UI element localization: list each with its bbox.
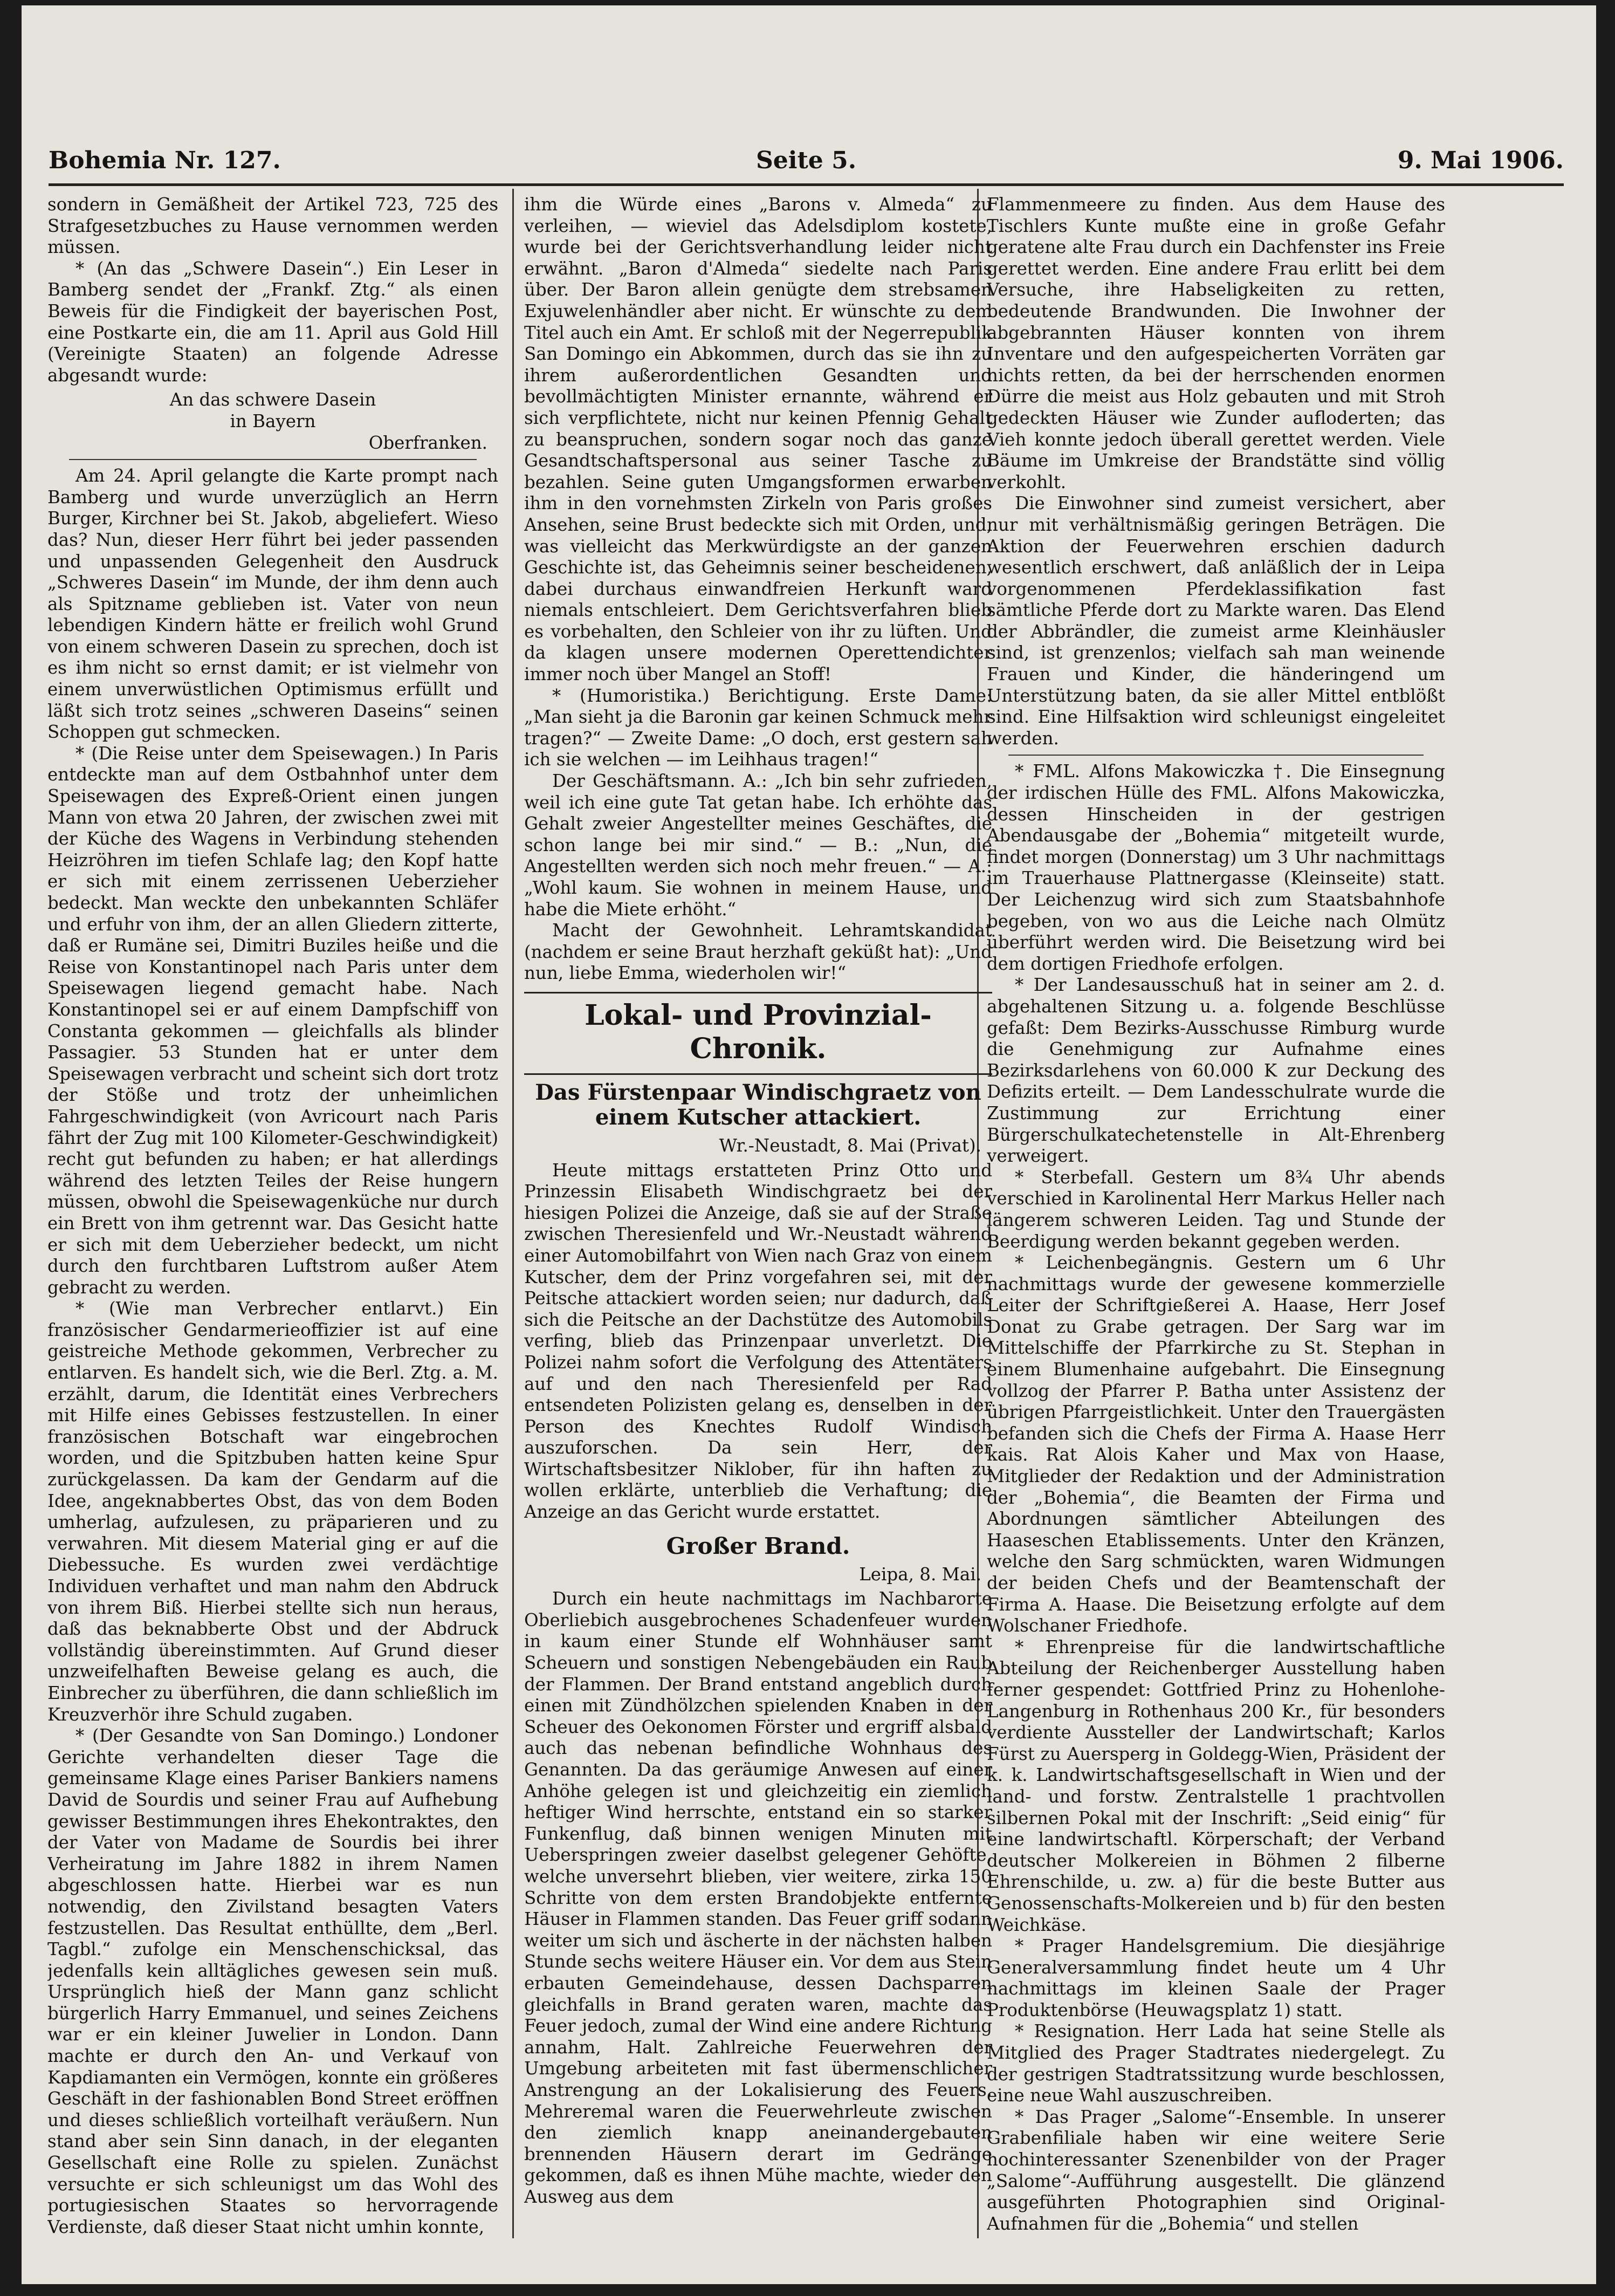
- page-header: [49, 147, 1564, 179]
- article-schweres-dasein: * (An das „Schwere Dasein“.) Ein Leser in Bamberg sendet der „Frankf. Ztg.“ als einen Beweis für die Findigkeit der bayerischen Post, eine Postkarte ein, die am 11. April aus Gold Hill (Vereinigte Staaten) an folgende Adresse abgesandt wurde:: [47, 258, 498, 386]
- dateline: Wr.-Neustadt, 8. Mai (Privat).: [719, 1135, 981, 1156]
- header-rule: [49, 183, 1564, 186]
- article-sterbefall: * Sterbefall. Gestern um 8¾ Uhr abends verschied in Karolinental Herr Markus Heller nach längerem schweren Leiden. Tag und Stunde der Beerdigung werden bekannt gegeben werden.: [987, 1167, 1445, 1252]
- dateline: Leipa, 8. Mai.: [859, 1564, 981, 1585]
- article-leichenbegaengnis: * Leichenbegängnis. Gestern um 6 Uhr nachmittags wurde der gewesene kommerzielle Leiter der Schriftgießerei A. Haase, Herr Josef Donat zu Grabe getragen. Der Sarg war im Mittelschiffe der Pfarrkirche zu St. Stephan in einem Blumenhaine aufgebahrt. Die Einsegnung vollzog der Pfarrer P. Batha unter Assistenz der übrigen Pfarrgeistlichkeit. Unter den Trauergästen befanden sich die Chefs der Firma A. Haase Herr kais. Rat Alois Kaher und Max von Haase, Mitglieder der Redaktion und der Administration der „Bohemia“, die Beamten der Firma und Abordnungen sämtlicher Abteilungen des Haaseschen Etablissements. Unter den Kränzen, welche den Sarg schmückten, waren Widmungen der beiden Chefs und der Beamtenschaft der Firma A. Haase. Die Beisetzung erfolgte auf dem Wolschaner Friedhofe.: [987, 1252, 1445, 1636]
- section-rule: [524, 1073, 992, 1075]
- article-windischgraetz: Heute mittags erstatteten Prinz Otto und Prinzessin Elisabeth Windischgraetz bei der hiesigen Polizei die Anzeige, daß sie auf der Straße zwischen Theresienfeld und Wr.-Neustadt während einer Automobilfahrt von Wien nach Graz von einem Kutscher, dem der Prinz vorgefahren sei, mit der Peitsche attackiert worden seien; nur dadurch, daß sich die Peitsche an der Dachstütze des Automobils verfing, blieb das Prinzenpaar unverletzt. Die Polizei nahm sofort die Verfolgung des Attentäters auf und den nach Theresienfeld per Rad entsendeten Polizisten gelang es, denselben in der Person des Knechtes Rudolf Windisch auszuforschen. Da sein Herr, der Wirtschaftsbesitzer Niklober, für ihn haften zu wollen erklärte, unterblieb die Verhaftung; die Anzeige an das Gericht wurde erstattet.: [524, 1160, 992, 1523]
- paragraph: Der Geschäftsmann. A.: „Ich bin sehr zufrieden, weil ich eine gute Tat getan habe. Ich erhöhte das Gehalt zweier Angestellter meines Geschäftes, die schon lange bei mir sind.“ — B.: „Nun, die Angestellten werden sich noch mehr freuen.“ — A.: „Wohl kaum. Sie wohnen in meinem Hause, und habe die Miete erhöht.“: [524, 771, 992, 920]
- paragraph: Die Einwohner sind zumeist versichert, aber nur mit verhältnismäßig geringen Beträgen. Die Aktion der Feuerwehren erschien dadurch wesentlich erschwert, daß anläßlich der in Leipa vorgenommenen Pferdeklassifikation fast sämtliche Pferde dort zu Markte waren. Das Elend der Abbrändler, die zumeist arme Kleinhäusler sind, ist grenzenlos; vielfach sah man weinende Frauen und Kinder, die händeringend um Unterstützung baten, da sie aller Mittel entblößt sind. Eine Hilfsaktion wird schleunigst eingeleitet werden.: [987, 493, 1445, 749]
- separator: [69, 459, 477, 460]
- article-makowiczka: * FML. Alfons Makowiczka †. Die Einsegnung der irdischen Hülle des FML. Alfons Makowiczka, dessen Hinscheiden in der gestrigen Abendausgabe der „Bohemia“ mitgeteilt wurde, findet morgen (Donnerstag) um 3 Uhr nachmittags im Trauerhause Plattnergasse (Kleinseite) statt. Der Leichenzug wird sich zum Staatsbahnhofe begeben, von wo aus die Leiche nach Olmütz überführt werden wird. Die Beisetzung wird bei dem dortigen Friedhofe erfolgen.: [987, 761, 1445, 974]
- paragraph: ihm die Würde eines „Barons v. Almeda“ zu verleihen, — wieviel das Adelsdiplom kostete, wurde bei der Gerichtsverhandlung leider nicht erwähnt. „Baron d'Almeda“ siedelte nach Paris über. Der Baron allein genügte dem strebsamen Exjuwelenhändler aber nicht. Er wünschte zu dem Titel auch ein Amt. Er schloß mit der Negerrepublik San Domingo ein Abkommen, durch das sie ihn zu ihrem außerordentlichen Gesandten und bevollmächtigten Minister ernannte, während er sich verpflichtete, nicht nur keinen Pfennig Gehalt zu beanspruchen, sondern sogar noch das ganze Gesandtschaftspersonal aus seiner Tasche zu bezahlen. Seine guten Umgangsformen erwarben ihm in den vornehmsten Zirkeln von Paris großes Ansehen, seine Brust bedeckte sich mit Orden, und, was vielleicht das Merkwürdigste an der ganzen Geschichte ist, das Geheimnis seiner bescheidenen, dabei durchaus einwandfreien Herkunft ward niemals entschleiert. Dem Gerichtsverfahren blieb es vorbehalten, den Schleier von ihr zu lüften. Und da klagen unsere modernen Operettendichter immer noch über Mangel an Stoff!: [524, 194, 992, 685]
- article-humoristika: * (Humoristika.) Berichtigung. Erste Dame: „Man sieht ja die Baronin gar keinen Schmuck mehr tragen?“ — Zweite Dame: „O doch, erst gestern sah ich sie welchen — im Leihhaus tragen!“: [524, 685, 992, 770]
- address-line: An das schwere Dasein: [169, 389, 376, 410]
- postcard-address: [47, 389, 498, 454]
- address-line: Oberfranken.: [368, 432, 487, 453]
- article-salome-ensemble: * Das Prager „Salome“-Ensemble. In unserer Grabenfiliale haben wir eine weitere Serie hochinteressanter Szenenbilder von der Prager „Salome“-Aufführung ausgestellt. Die glänzend ausgeführten Photographien sind Original-Aufnahmen für die „Bohemia“ und stellen: [987, 2106, 1445, 2234]
- headline: Das Fürstenpaar Windischgraetz von einem Kutscher attackiert.: [535, 1079, 981, 1130]
- paragraph: Am 24. April gelangte die Karte prompt nach Bamberg und wurde unverzüglich an Herrn Burger, Kirchner bei St. Jakob, abgeliefert. Wieso das? Nun, dieser Herr führt bei jeder passenden und unpassenden Gelegenheit den Ausdruck „Schweres Dasein“ im Munde, der ihm denn auch als Spitzname geblieben ist. Vater von neun lebendigen Kindern hätte er freilich wohl Grund von einem schweren Dasein zu sprechen, doch ist es ihm nicht so ernst damit; er ist vielmehr von einem unverwüstlichen Optimismus erfüllt und läßt sich trotz seines „schweren Daseins“ seinen Schoppen gut schmecken.: [47, 465, 498, 743]
- article-ehrenpreise: * Ehrenpreise für die landwirtschaftliche Abteilung der Reichenberger Ausstellung haben ferner gespendet: Gottfried Prinz zu Hohenlohe-Langenburg in Rothenhaus 200 Kr., für besonders verdiente Aussteller der Landwirtschaft; Karlos Fürst zu Auersperg in Goldegg-Wien, Präsident der k. k. Landwirtschaftsgesellschaft in Wien und der land- und forstw. Zentralstelle 1 prachtvollen silbernen Pokal mit der Inschrift: „Seid einig“ für eine landwirtschaftl. Körperschaft; der Verband deutscher Molkereien in Böhmen 2 filberne Ehrenschilde, u. zw. a) für die beste Butter aus Genossenschafts-Molkereien und b) für den besten Weichkäse.: [987, 1636, 1445, 1935]
- article-resignation: * Resignation. Herr Lada hat seine Stelle als Mitglied des Prager Stadtrates niedergelegt. Zu der gestrigen Stadtratssitzung wurde beschlossen, eine neue Wahl auszuschreiben.: [987, 2021, 1445, 2106]
- separator: [1008, 755, 1424, 756]
- column-1: [47, 194, 498, 2265]
- section-rule: [524, 992, 992, 993]
- section-title: Lokal- und Provinzial-Chronik.: [585, 998, 932, 1065]
- paragraph: Flammenmeere zu finden. Aus dem Hause des Tischlers Kunte mußte eine in große Gefahr geratene alte Frau durch ein Dachfenster ins Freie gerettet werden. Eine andere Frau erlitt bei dem Versuche, ihre Habseligkeiten zu retten, bedeutende Brandwunden. Die Inwohner der abgebrannten Häuser konnten von ihrem Inventare und den aufgespeicherten Vorräten gar nichts retten, da bei der herrschenden enormen Dürre die meist aus Holz gebauten und mit Stroh gedeckten Häuser wie Zunder aufloderten; das Vieh konnte jedoch überall gerettet werden. Viele Bäume im Umkreise der Brandstätte sind völlig verkohlt.: [987, 194, 1445, 492]
- article-reise-speisewagen: * (Die Reise unter dem Speisewagen.) In Paris entdeckte man auf dem Ostbahnhof unter dem Speisewagen des Expreß-Orient einen jungen Mann von etwa 20 Jahren, der zwischen zwei mit der Küche des Wagens in Verbindung stehenden Heizröhren im tiefen Schlafe lag; den Kopf hatte er sich mit einem zerrissenen Ueberzieher bedeckt. Man weckte den unbekannten Schläfer und erfuhr von ihm, der an allen Gliedern zitterte, daß er Rumäne sei, Dimitri Buziles heiße und die Reise von Konstantinopel nach Paris unter dem Speisewagen liegend gemacht habe. Nach Konstantinopel sei er auf einem Dampfschiff von Constanta gekommen — gleichfalls als blinder Passagier. 53 Stunden hat er unter dem Speisewagen verbracht und scheint sich dort trotz der Stöße und trotz der unheimlichen Fahrgeschwindigkeit (von Avricourt nach Paris fährt der Zug mit 100 Kilometer-Geschwindigkeit) recht gut befunden zu haben; er hat allerdings während des letzten Teiles der Reise hungern müssen, obwohl die Speisewagenküche nur durch ein Brett von ihm getrennt war. Das Gesicht hatte er sich mit dem Ueberzieher bedeckt, um nicht durch den furchtbaren Luftstrom außer Atem gebracht zu werden.: [47, 743, 498, 1298]
- column-divider: [512, 189, 514, 2238]
- paragraph: Macht der Gewohnheit. Lehramtskandidat (nachdem er seine Braut herzhaft geküßt hat): „Und nun, liebe Emma, wiederholen wir!“: [524, 920, 992, 984]
- masthead-issue: Bohemia Nr. 127.: [49, 147, 281, 174]
- paragraph: sondern in Gemäßheit der Artikel 723, 725 des Strafgesetzbuches zu Hause vernommen werden müssen.: [47, 194, 498, 258]
- page-number: Seite 5.: [755, 147, 857, 174]
- issue-date: 9. Mai 1906.: [1397, 147, 1564, 174]
- column-2: [524, 194, 992, 2265]
- article-grosser-brand: Durch ein heute nachmittags im Nachbarorte Oberliebich ausgebrochenes Schadenfeuer wurden in kaum einer Stunde elf Wohnhäuser samt Scheuern und sonstigen Nebengebäuden ein Raub der Flammen. Der Brand entstand angeblich durch einen mit Zündhölzchen spielenden Knaben in der Scheuer des Oekonomen Förster und ergriff alsbald auch das nebenan befindliche Wohnhaus des Genannten. Da das geräumige Anwesen auf einer Anhöhe gelegen ist und gleichzeitig ein ziemlich heftiger Wind herrschte, entstand ein so starker Funkenflug, daß binnen wenigen Minuten mit Ueberspringen zweier daselbst gelegener Gehöfte, welche unversehrt blieben, vier weitere, zirka 150 Schritte von dem ersten Brandobjekte entfernte Häuser in Flammen standen. Das Feuer griff sodann weiter um sich und äscherte in der nächsten halben Stunde sechs weitere Häuser ein. Vor dem aus Stein erbauten Gemeindehause, dessen Dachsparren gleichfalls in Brand geraten waren, machte das Feuer jedoch, zumal der Wind eine andere Richtung annahm, Halt. Zahlreiche Feuerwehren der Umgebung arbeiteten mit fast übermenschlicher Anstrengung an der Lokalisierung des Feuers. Mehreremal waren die Feuerwehrleute zwischen den ziemlich knapp aneinandergebauten brennenden Häusern derart im Gedränge gekommen, daß es ihnen Mühe machte, wieder den Ausweg aus dem: [524, 1588, 992, 2207]
- article-verbrecher-entlarvt: * (Wie man Verbrecher entlarvt.) Ein französischer Gendarmerieoffizier ist auf eine geistreiche Methode gekommen, Verbrecher zu entlarven. Es handelt sich, wie die Berl. Ztg. a. M. erzählt, darum, die Identität eines Verbrechers mit Hilfe eines Gebisses festzustellen. In einer französischen Botschaft war eingebrochen worden, und die Spitzbuben hatten keine Spur zurückgelassen. Da kam der Gendarm auf die Idee, angeknabbertes Obst, das von dem Boden umherlag, aufzulesen, zu präparieren und zu verwahren. Mit diesem Material ging er auf die Diebessuche. Es wurden zwei verdächtige Individuen verhaftet und man nahm den Abdruck von ihrem Biß. Hierbei stellte sich nun heraus, daß das beknabberte Obst und der Abdruck vollständig übereinstimmten. Auf Grund dieser unzweifelhaften Beweise gelang es auch, die Einbrecher zu überführen, die dann schließlich im Kreuzverhör ihre Schuld zugaben.: [47, 1298, 498, 1725]
- article-gesandte-san-domingo: * (Der Gesandte von San Domingo.) Londoner Gerichte verhandelten dieser Tage die gemeinsame Klage eines Pariser Bankiers namens David de Sourdis und seiner Frau auf Aufhebung gewisser Bestimmungen ihres Ehekontraktes, den der Vater von Madame de Sourdis bei ihrer Verheiratung im Jahre 1882 in ihrem Namen abgeschlossen hatte. Hierbei war es nun notwendig, den Zivilstand besagten Vaters festzustellen. Das Resultat enthüllte, dem „Berl. Tagbl.“ zufolge ein Menschenschicksal, das jedenfalls kein alltägliches gewesen sein muß. Ursprünglich hieß der Mann ganz schlicht bürgerlich Harry Emmanuel, und seines Zeichens war er ein kleiner Juwelier in London. Dann machte er durch den An- und Verkauf von Kapdiamanten ein Vermögen, konnte ein größeres Geschäft in der fashionablen Bond Street eröffnen und dieses schließlich vorteilhaft veräußern. Nun stand aber sein Sinn danach, in der eleganten Gesellschaft eine Rolle zu spielen. Zunächst versuchte er sich schleunigst um das Wohl des portugiesischen Staates so hervorragende Verdienste, daß dieser Staat nicht umhin konnte,: [47, 1725, 498, 2237]
- article-handelsgremium: * Prager Handelsgremium. Die diesjährige Generalversammlung findet heute um 4 Uhr nachmittags im kleinen Saale der Prager Produktenbörse (Heuwagsplatz 1) statt.: [987, 1936, 1445, 2020]
- column-3: [987, 194, 1445, 2265]
- headline: Großer Brand.: [666, 1532, 850, 1559]
- article-landesausschuss: * Der Landesausschuß hat in seiner am 2. d. abgehaltenen Sitzung u. a. folgende Beschlüsse gefaßt: Dem Bezirks-Ausschusse Rimburg wurde die Genehmigung zur Aufnahme eines Bezirksdarlehens von 60.000 K zur Deckung des Defizits erteilt. — Dem Landesschulrate wurde die Zustimmung zur Errichtung einer Bürgerschulkatechetenstelle in Alt-Ehrenberg verweigert.: [987, 975, 1445, 1167]
- newspaper-page: [22, 5, 1596, 2284]
- address-line: in Bayern: [230, 410, 316, 431]
